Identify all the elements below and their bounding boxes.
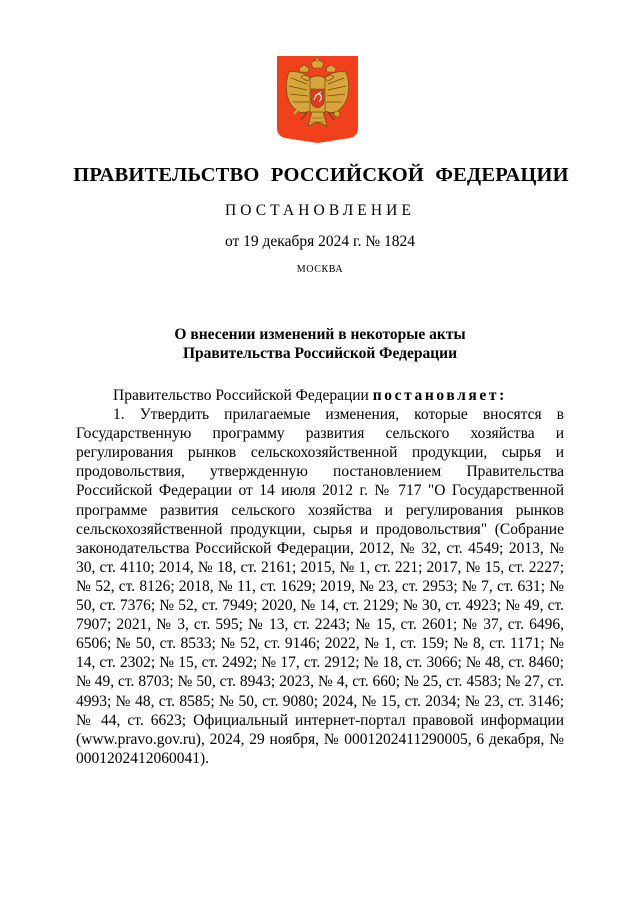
intro-paragraph <box>76 386 564 405</box>
intro-emphasis: постановляет: <box>372 387 507 404</box>
document-subject <box>0 326 640 363</box>
document-type: ПОСТАНОВЛЕНИЕ <box>224 202 416 219</box>
coat-of-arms-icon <box>277 56 358 143</box>
subject-line-2: Правительства Российской Федерации <box>182 344 458 362</box>
document-city: МОСКВА <box>296 264 344 275</box>
item-1-paragraph: 1. Утвердить прилагаемые изменения, которые вносятся в Государственную программу развития сельского хозяйства и регулирования рынков сельскохозяйственной продукции, сырья и продовольствия, утвержденную постановлением Правительства Российской Федерации от 14 июля 2012 г. № 717 "О Государственной программе развития сельского хозяйства и регулирования рынков сельскохозяйственной продукции, сырья и продовольствия" (Собрание законодательства Российской Федерации, 2012, № 32, ст. 4549; 2013, № 30, ст. 4110; 2014, № 18, ст. 2161; 2015, № 1, ст. 221; 2017, № 15, ст. 2227; № 52, ст. 8126; 2018, № 11, ст. 1629; 2019, № 23, ст. 2953; № 7, ст. 631; № 50, ст. 7376; № 52, ст. 7949; 2020, № 14, ст. 2129; № 30, ст. 4923; № 49, ст. 7907; 2021, № 3, ст. 595; № 13, ст. 2243; № 15, ст. 2601; № 37, ст. 6496, 6506; № 50, ст. 8533; № 52, ст. 9146; 2022, № 1, ст. 159; № 8, ст. 1171; № 14, ст. 2302; № 15, ст. 2492; № 17, ст. 2912; № 18, ст. 3066; № 48, ст. 8460; № 49, ст. 8703; № 50, ст. 8943; 2023, № 4, ст. 660; № 25, ст. 4583; № 27, ст. 4993; № 48, ст. 8585; № 50, ст. 9080; 2024, № 15, ст. 2034; № 23, ст. 3146; № 44, ст. 6623; Официальный интернет-портал правовой информации (www.pravo.gov.ru), 2024, 29 ноября, № 0001202411290005, 6 декабря, № 0001202412060041). <box>76 406 564 767</box>
intro-text: Правительство Российской Федерации <box>113 387 373 404</box>
government-title: ПРАВИТЕЛЬСТВО РОССИЙСКОЙ ФЕДЕРАЦИИ <box>73 164 569 186</box>
document-body <box>76 386 564 768</box>
document-date-number: от 19 декабря 2024 г. № 1824 <box>224 233 416 250</box>
subject-line-1: О внесении изменений в некоторые акты <box>174 326 466 343</box>
